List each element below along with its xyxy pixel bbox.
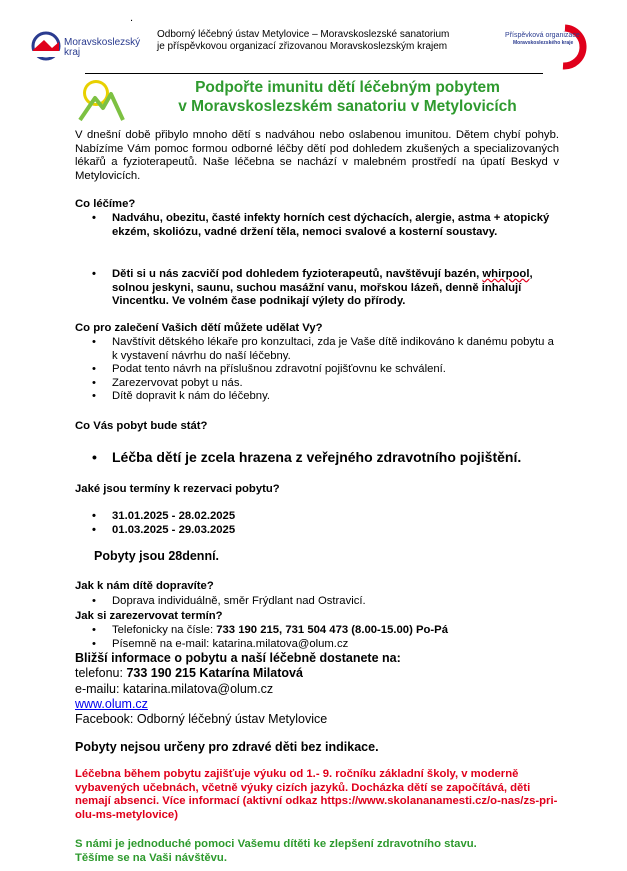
mountain-sun-icon — [75, 78, 125, 122]
steps-item-3: • Zarezervovat pobyt u nás. — [75, 377, 555, 391]
healthy-note: Pobyty nejsou určeny pro zdravé děti bez indikace. — [75, 740, 379, 754]
prispevkova-organizace-logo — [505, 22, 597, 70]
website-link[interactable]: www.olum.cz — [75, 697, 148, 711]
header-line-2: je příspěvkovou organizací zřizovanou Moravskoslezským krajem — [157, 41, 448, 52]
header-line-1: Odborný léčebný ústav Metylovice – Moravskoslezské sanatorium — [157, 29, 450, 40]
term-1: • 31.01.2025 - 28.02.2025 — [75, 510, 375, 524]
treat-item-2 — [75, 268, 555, 309]
info-facebook: Facebook: Odborný léčebný ústav Metylovice — [75, 712, 328, 726]
title-line-1: Podpořte imunitu dětí léčebným pobytem — [195, 79, 500, 96]
reserve-email: • Písemně na e-mail: katarina.milatova@olum.cz — [75, 638, 555, 652]
title-line-2: v Moravskoslezském sanatoriu v Metylovicích — [178, 98, 517, 115]
term-2: • 01.03.2025 - 29.03.2025 — [75, 524, 375, 538]
transport-heading: Jak k nám dítě dopravíte? — [75, 580, 214, 592]
info-phone-value: 733 190 215 Katarína Milatová — [126, 666, 303, 680]
header-text — [157, 29, 487, 53]
transport-item: • Doprava individuálně, směr Frýdlant nad Ostravicí. — [75, 595, 555, 609]
reserve-phone — [75, 624, 555, 638]
terms-heading: Jaké jsou termíny k rezervaci pobytu? — [75, 483, 280, 495]
transport-list — [75, 595, 555, 609]
header-divider — [85, 73, 543, 74]
treat-item-1: • Nadváhu, obezitu, časté infekty horních cest dýchacích, alergie, astma + atopický ekzém, skoliózu, vadné držení těla, nemoci svalové a kosterní soustavy. — [75, 212, 555, 239]
terms-list — [75, 510, 375, 537]
reserve-phone-label: Telefonicky na čísle: — [112, 624, 217, 636]
left-logo-line-2: kraj — [64, 47, 81, 58]
reserve-list — [75, 624, 555, 651]
closing-text — [75, 838, 563, 865]
cost-list — [75, 449, 585, 466]
moravskoslezsky-kraj-logo — [30, 28, 155, 64]
closing-line-1: S námi je jednoduché pomoci Vašemu dítěti ke zlepšení zdravotního stavu. — [75, 838, 477, 850]
red-arc-icon — [505, 22, 597, 70]
right-logo-line-1: Příspěvková organizace — [505, 32, 580, 39]
header-dot: . — [130, 12, 134, 24]
steps-heading: Co pro zalečení Vašich dětí můžete udělat Vy? — [75, 322, 323, 334]
info-phone-label: telefonu: — [75, 666, 127, 680]
right-logo-line-2: Moravskoslezského kraje — [513, 40, 574, 46]
info-phone — [75, 666, 303, 680]
steps-item-1: • Navštívit dětského lékaře pro konzultaci, zda je Vaše dítě indikováno k danému pobytu a k vystavení návrhu do naší léčebny. — [75, 336, 555, 363]
treat-list — [75, 212, 555, 239]
left-logo-line-1: Moravskoslezský — [64, 37, 141, 48]
school-note: Léčebna během pobytu zajišťuje výuku od 1.- 9. ročníku základní školy, v moderně vybavených učebnách, včetně výuky cizích jazyků. Docházka dětí se započítává, děti nemají absenci. Více informací (aktivní odkaz https://www.skolananamesti.cz/o-nas/zs-pri-olu-ms-metylovice) — [75, 768, 558, 821]
page-title — [160, 78, 535, 116]
info-email: e-mailu: katarina.milatova@olum.cz — [75, 682, 274, 696]
treat-item-2-part-a: Děti si u nás zacvičí pod dohledem fyzioterapeutů, navštěvují bazén, — [112, 268, 483, 280]
whirpool-word: whirpool — [482, 268, 530, 280]
reserve-heading: Jak si zarezervovat termín? — [75, 610, 223, 622]
steps-list — [75, 336, 555, 404]
terms-note: Pobyty jsou 28denní. — [94, 549, 220, 563]
info-heading: Bližší informace o pobytu a naší léčebně dostanete na: — [75, 651, 401, 665]
closing-line-2: Těšíme se na Vaši návštěvu. — [75, 851, 227, 864]
steps-item-4: • Dítě dopravit k nám do léčebny. — [75, 390, 555, 404]
cost-item: • Léčba dětí je zcela hrazena z veřejného zdravotního pojištění. — [75, 449, 585, 466]
treat-item-2-part-b: , solnou jeskyni, saunu, suchou masážní vanu, mořskou lázeň, denně inhalují Vincentku. Ve volném čase podnikají výlety do přírody. — [112, 268, 533, 308]
kraj-emblem-icon — [30, 30, 62, 62]
intro-paragraph: V dnešní době přibylo mnoho dětí s nadváhou nebo oslabenou imunitou. Dětem chybí pohyb. Nabízíme Vám pomoc formou odborné léčby dětí pod dohledem zkušených a specializovaných lékařů a fyzioterapeutů. Naše léčebna se nachází v malebném prostředí na úpatí Beskyd v Metylovicích. — [75, 129, 559, 182]
reserve-phone-value: 733 190 215, 731 504 473 (8.00-15.00) Po-Pá — [216, 624, 448, 636]
treat-heading: Co léčíme? — [75, 198, 136, 210]
cost-heading: Co Vás pobyt bude stát? — [75, 420, 208, 432]
steps-item-2: • Podat tento návrh na příslušnou zdravotní pojišťovnu ke schválení. — [75, 363, 555, 377]
treat-list-2 — [75, 268, 555, 309]
